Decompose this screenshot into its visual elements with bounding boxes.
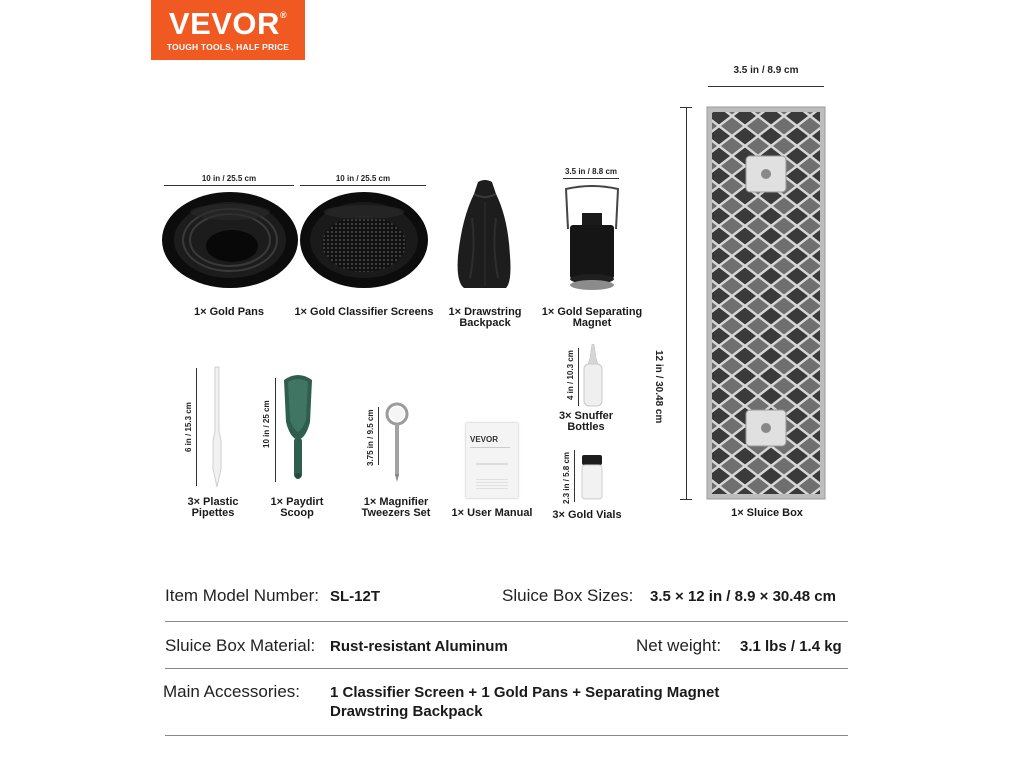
tweezers-dim-line [378, 407, 379, 465]
pipettes-label-line2: Pipettes [191, 507, 235, 519]
magnifier-tweezers-image [382, 402, 412, 482]
sluice-width-line [708, 86, 824, 87]
gold-pans-dimension: 10 in / 25.5 cm [201, 174, 257, 183]
classifier-label: 1× Gold Classifier Screens [294, 306, 434, 318]
bottles-label-line2: Bottles [567, 421, 605, 433]
magnet-dim-line [563, 178, 619, 179]
magnet-dimension: 3.5 in / 8.8 cm [564, 167, 618, 176]
bottles-dimension: 4 in / 10.3 cm [566, 350, 575, 400]
separating-magnet-image [560, 185, 624, 295]
drawstring-backpack-image [452, 178, 518, 293]
backpack-label-line2: Backpack [459, 317, 511, 329]
magnet-label-line1: 1× Gold Separating [541, 306, 643, 318]
gold-pans-label: 1× Gold Pans [194, 306, 264, 318]
material-label: Sluice Box Material: [165, 636, 316, 655]
classifier-dimension: 10 in / 25.5 cm [335, 174, 391, 183]
sluice-height-line [686, 107, 687, 499]
pipettes-dim-line [196, 368, 197, 486]
weight-label: Net weight: [636, 636, 722, 655]
bottles-dim-line [578, 348, 579, 406]
scoop-label-line1: 1× Paydirt [270, 496, 324, 508]
bottles-label-line1: 3× Snuffer [558, 410, 614, 422]
user-manual-image [466, 423, 518, 498]
pipettes-label-line1: 3× Plastic [187, 496, 239, 508]
paydirt-scoop-image [280, 372, 316, 484]
plastic-pipette-image [207, 365, 227, 489]
gold-vial-image [578, 455, 606, 501]
snuffer-bottle-image [580, 344, 606, 408]
accessories-line2: Drawstring Backpack [330, 703, 483, 720]
vevor-logo [151, 0, 305, 60]
classifier-screen-image [298, 190, 430, 290]
sluice-box-image [706, 106, 826, 500]
gold-pan-image [160, 190, 300, 290]
pipettes-dimension: 6 in / 15.3 cm [184, 402, 193, 452]
size-value: 3.5 × 12 in / 8.9 × 30.48 cm [650, 588, 836, 605]
tweezers-label-line2: Tweezers Set [361, 507, 431, 519]
backpack-label-line1: 1× Drawstring [448, 306, 522, 318]
sluice-width-dimension: 3.5 in / 8.9 cm [733, 65, 799, 76]
model-value: SL-12T [330, 588, 381, 605]
tweezers-dimension: 3.75 in / 9.5 cm [366, 409, 375, 466]
vials-dim-line [574, 450, 575, 502]
material-value: Rust-resistant Aluminum [330, 638, 508, 655]
spec-divider-2 [165, 668, 848, 669]
accessories-label: Main Accessories: [163, 682, 300, 701]
magnet-label-line2: Magnet [572, 317, 612, 329]
brand-name: VEVOR [168, 6, 280, 41]
brand-tagline: TOUGH TOOLS, HALF PRICE [166, 42, 290, 52]
manual-label: 1× User Manual [451, 507, 533, 519]
vials-dimension: 2.3 in / 5.8 cm [562, 451, 571, 504]
sluice-height-dimension: 12 in / 30.48 cm [653, 350, 664, 424]
spec-divider-1 [165, 621, 848, 622]
gold-pans-dim-line [164, 185, 294, 186]
scoop-dimension: 10 in / 25 cm [262, 400, 271, 448]
model-label: Item Model Number: [165, 586, 319, 605]
manual-cover-title: VEVOR [470, 435, 499, 444]
vials-label: 3× Gold Vials [552, 509, 622, 521]
scoop-dim-line [275, 378, 276, 482]
registered-mark-icon: ® [279, 10, 288, 20]
tweezers-label-line1: 1× Magnifier [363, 496, 429, 508]
classifier-dim-line [300, 185, 426, 186]
sluice-label: 1× Sluice Box [731, 507, 803, 519]
size-label: Sluice Box Sizes: [502, 586, 634, 605]
accessories-line1: 1 Classifier Screen + 1 Gold Pans + Separating Magnet [330, 684, 720, 701]
spec-divider-3 [165, 735, 848, 736]
scoop-label-line2: Scoop [280, 507, 314, 519]
weight-value: 3.1 lbs / 1.4 kg [740, 638, 842, 655]
